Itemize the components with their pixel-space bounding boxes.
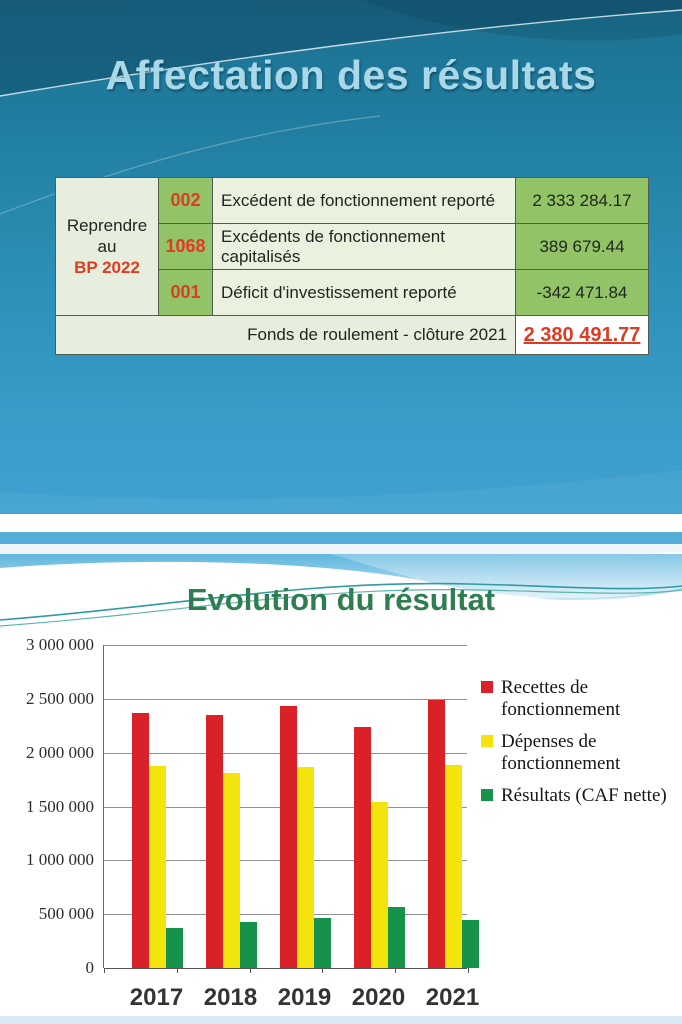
x-axis-tick: [468, 968, 469, 973]
y-tick-label: 2 000 000: [26, 742, 94, 762]
x-category-label: 2017: [129, 984, 184, 1011]
bar-2018-series2: [240, 922, 257, 968]
next-slide-edge-strip: [0, 1016, 682, 1024]
value-cell: -342 471.84: [516, 270, 649, 316]
bar-2021-series1: [445, 765, 462, 968]
bar-2017-series0: [132, 713, 149, 968]
bar-2019-series1: [297, 767, 314, 968]
y-tick-label: 1 000 000: [26, 850, 94, 870]
row-label-line2: BP 2022: [74, 258, 140, 278]
bar-2018-series0: [206, 715, 223, 968]
y-tick-label: 500 000: [38, 904, 94, 924]
x-axis-tick: [177, 968, 178, 973]
x-category-label: 2018: [203, 984, 258, 1011]
slide-evolution-du-resultat: [0, 532, 682, 1024]
y-tick-label: 1 500 000: [26, 796, 94, 816]
legend-item: [481, 785, 681, 807]
bar-2020-series1: [371, 802, 388, 968]
slide2-title: Evolution du résultat: [186, 582, 496, 617]
description-cell: Déficit d'investissement reporté: [213, 270, 516, 316]
gridline: [104, 645, 467, 646]
bar-2017-series1: [149, 766, 166, 968]
affectation-table: [55, 177, 649, 355]
y-axis-labels: [0, 635, 94, 977]
slide1-title: Affectation des résultats: [105, 52, 597, 98]
bar-2020-series2: [388, 907, 405, 968]
code-cell: 1068: [159, 224, 213, 270]
value-cell: 2 333 284.17: [516, 178, 649, 224]
code-cell: 001: [159, 270, 213, 316]
bar-2018-series1: [223, 773, 240, 968]
x-axis-line: [104, 968, 467, 969]
description-cell: Excédent de fonctionnement reporté: [213, 178, 516, 224]
x-category-label: 2020: [351, 984, 406, 1011]
table-footer-row: [56, 316, 649, 355]
chart-legend: [481, 677, 681, 816]
y-tick-label: 2 500 000: [26, 688, 94, 708]
legend-swatch-icon: [481, 681, 493, 693]
value-cell: 389 679.44: [516, 224, 649, 270]
bar-2017-series2: [166, 928, 183, 968]
evolution-bar-chart: [0, 632, 682, 1017]
bar-2019-series0: [280, 706, 297, 968]
legend-label: Dépenses de fonctionnement: [501, 730, 621, 775]
y-tick-label: 3 000 000: [26, 635, 94, 654]
bar-2020-series0: [354, 727, 371, 968]
x-axis-tick: [322, 968, 323, 973]
x-axis-tick: [395, 968, 396, 973]
x-axis-tick: [250, 968, 251, 973]
bar-2021-series0: [428, 700, 445, 968]
table-row: [56, 178, 649, 224]
footer-label-cell: Fonds de roulement - clôture 2021: [56, 316, 516, 355]
x-category-label: 2021: [425, 984, 480, 1011]
description-cell: Excédents de fonctionnement capitalisés: [213, 224, 516, 270]
y-tick-label: 0: [85, 958, 94, 977]
legend-label: Recettes de fonctionnement: [501, 677, 621, 721]
x-axis-tick: [104, 968, 105, 973]
x-category-label: 2019: [277, 984, 332, 1011]
bar-2021-series2: [462, 920, 479, 968]
x-axis-labels: [103, 984, 480, 1014]
code-cell: 002: [159, 178, 213, 224]
legend-item: [481, 731, 681, 776]
legend-swatch-icon: [481, 789, 493, 801]
row-label-line1: Reprendre au: [66, 215, 148, 256]
legend-item: [481, 677, 681, 722]
gridline: [104, 699, 467, 700]
bar-2019-series2: [314, 918, 331, 968]
chart-plot-area: [103, 645, 467, 968]
legend-label: Résultats (CAF nette): [501, 784, 667, 806]
footer-total-cell: 2 380 491.77: [516, 316, 649, 355]
legend-swatch-icon: [481, 735, 493, 747]
row-label-reprendre-bp2022: [56, 178, 159, 316]
